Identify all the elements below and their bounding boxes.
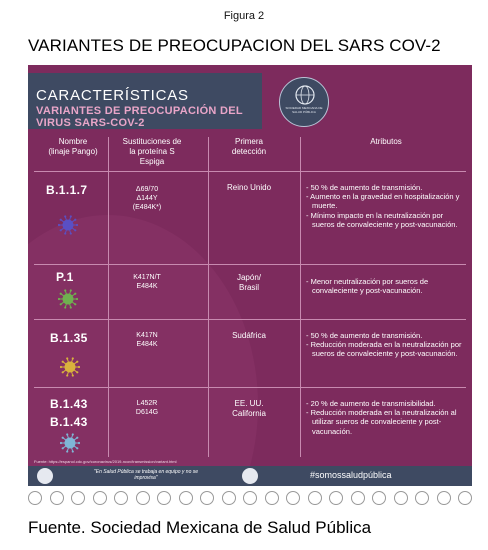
poster-subheading-line-2: VIRUS SARS-COV-2	[36, 117, 145, 129]
partner-logo	[28, 491, 42, 505]
attributes-list	[306, 183, 466, 229]
attribute-item: - 50 % de aumento de transmisión.	[306, 183, 423, 192]
partner-logo	[437, 491, 451, 505]
substitution-item: K417N	[136, 332, 158, 339]
partner-logo	[286, 491, 300, 505]
variant-name: B.1.35	[50, 331, 88, 345]
footer-logo	[242, 468, 258, 484]
poster-header	[28, 73, 262, 129]
column-header-substitutions	[112, 137, 192, 167]
row-divider	[34, 264, 466, 265]
poster-heading: CARACTERÍSTICAS	[36, 87, 189, 104]
partner-logo	[50, 491, 64, 505]
column-header-substitutions-line-2: la proteína S	[129, 147, 175, 156]
variants-infographic	[28, 65, 472, 486]
detection-location: California	[232, 409, 266, 418]
partner-logo	[136, 491, 150, 505]
column-header-detection-line-1: Primera	[234, 137, 263, 146]
column-divider	[108, 137, 109, 457]
figure-label: Figura 2	[223, 10, 265, 22]
attribute-item: - Reducción moderada en la neutralización por sueros de convaleciente y post-vacunación.	[306, 340, 462, 359]
column-header-name-line-2: (linaje Pango)	[48, 147, 98, 156]
poster-source-line: Fuente: https://espanol.cdc.gov/coronavirus/2019-ncov/transmission/variant.html	[34, 459, 177, 464]
partner-logo	[394, 491, 408, 505]
column-header-name-line-1: Nombre	[58, 137, 88, 146]
virus-icon	[60, 357, 80, 377]
substitutions	[112, 331, 182, 349]
attribute-item: - Reducción moderada en la neutralización al utilizar sueros de convaleciente y post-vacunación.	[306, 408, 457, 436]
hashtag: #somossaludpública	[310, 470, 392, 480]
detection-location: Reino Unido	[226, 183, 272, 192]
partner-logo	[93, 491, 107, 505]
detection-location: Brasil	[238, 283, 259, 292]
partner-logo	[351, 491, 365, 505]
poster-subheading	[36, 105, 243, 129]
row-divider	[34, 171, 466, 172]
first-detection	[210, 331, 288, 341]
partner-logo	[308, 491, 322, 505]
footer-quote: "En Salud Pública se trabaja en equipo y no se improvisa"	[93, 469, 199, 481]
column-header-name	[38, 137, 108, 157]
attribute-item: - Mínimo impacto en la neutralización por sueros de convaleciente y post-vacunación.	[306, 210, 458, 229]
first-detection	[210, 273, 288, 293]
partner-logo	[265, 491, 279, 505]
substitutions	[112, 185, 182, 212]
attribute-item: - 20 % de aumento de transmisibilidad.	[306, 399, 436, 408]
substitutions	[112, 273, 182, 291]
substitution-item: K417N/T	[133, 274, 161, 281]
partner-logo	[222, 491, 236, 505]
substitution-item: E484K	[136, 341, 158, 348]
first-detection	[210, 399, 288, 419]
globe-icon	[280, 78, 330, 128]
attributes-list	[306, 331, 466, 359]
row-divider	[34, 387, 466, 388]
partner-logo	[114, 491, 128, 505]
footer-logo	[37, 468, 53, 484]
partner-logo	[243, 491, 257, 505]
partner-logo	[458, 491, 472, 505]
first-detection	[210, 183, 288, 193]
partner-logo	[329, 491, 343, 505]
figure-source: Fuente. Sociedad Mexicana de Salud Pública	[28, 518, 372, 537]
substitution-item: Δ69/70	[135, 186, 159, 193]
column-header-attributes-text: Atributos	[370, 137, 402, 146]
partner-logo	[71, 491, 85, 505]
partner-logo	[157, 491, 171, 505]
attribute-item: - Aumento en la gravedad en hospitalización y muerte.	[306, 192, 460, 211]
column-header-detection	[210, 137, 288, 157]
substitutions	[112, 399, 182, 417]
detection-location: EE. UU.	[234, 399, 264, 408]
document-title: VARIANTES DE PREOCUPACION DEL SARS COV-2	[28, 36, 441, 55]
attributes-list	[306, 399, 466, 436]
attribute-item: - 50 % de aumento de transmisión.	[306, 331, 423, 340]
substitution-item: L452R	[136, 400, 158, 407]
column-header-substitutions-line-3: Espiga	[139, 157, 165, 166]
detection-location: Japón/	[236, 273, 262, 282]
column-header-attributes	[306, 137, 466, 147]
virus-icon	[58, 289, 78, 309]
column-header-substitutions-line-1: Sustituciones de	[122, 137, 182, 146]
variant-name: P.1	[56, 270, 74, 284]
substitution-item: E484K	[136, 283, 158, 290]
row-divider	[34, 319, 466, 320]
partner-logo	[372, 491, 386, 505]
column-divider	[208, 137, 209, 457]
attributes-list	[306, 277, 466, 295]
substitution-item: (E484K*)	[132, 204, 162, 211]
column-header-detection-line-2: detección	[231, 147, 267, 156]
virus-icon	[60, 433, 80, 453]
variant-name-repeat: B.1.43	[50, 415, 88, 429]
logo-text: SOCIEDAD MEXICANA DE SALUD PÚBLICA	[285, 106, 323, 114]
variant-name: B.1.43	[50, 397, 88, 411]
partner-logo	[200, 491, 214, 505]
poster-subheading-line-1: VARIANTES DE PREOCUPACIÓN DEL	[36, 105, 243, 117]
substitution-item: Δ144Y	[136, 195, 158, 202]
attribute-item: - Menor neutralización por sueros de convaleciente y post-vacunación.	[306, 277, 429, 296]
substitution-item: D614G	[135, 409, 159, 416]
column-divider	[300, 137, 301, 457]
virus-icon	[58, 215, 78, 235]
variant-name: B.1.1.7	[46, 183, 88, 197]
partner-logos-row	[28, 490, 472, 506]
partner-logo	[415, 491, 429, 505]
detection-location: Sudáfrica	[232, 331, 266, 340]
partner-logo	[179, 491, 193, 505]
society-logo	[279, 77, 329, 127]
